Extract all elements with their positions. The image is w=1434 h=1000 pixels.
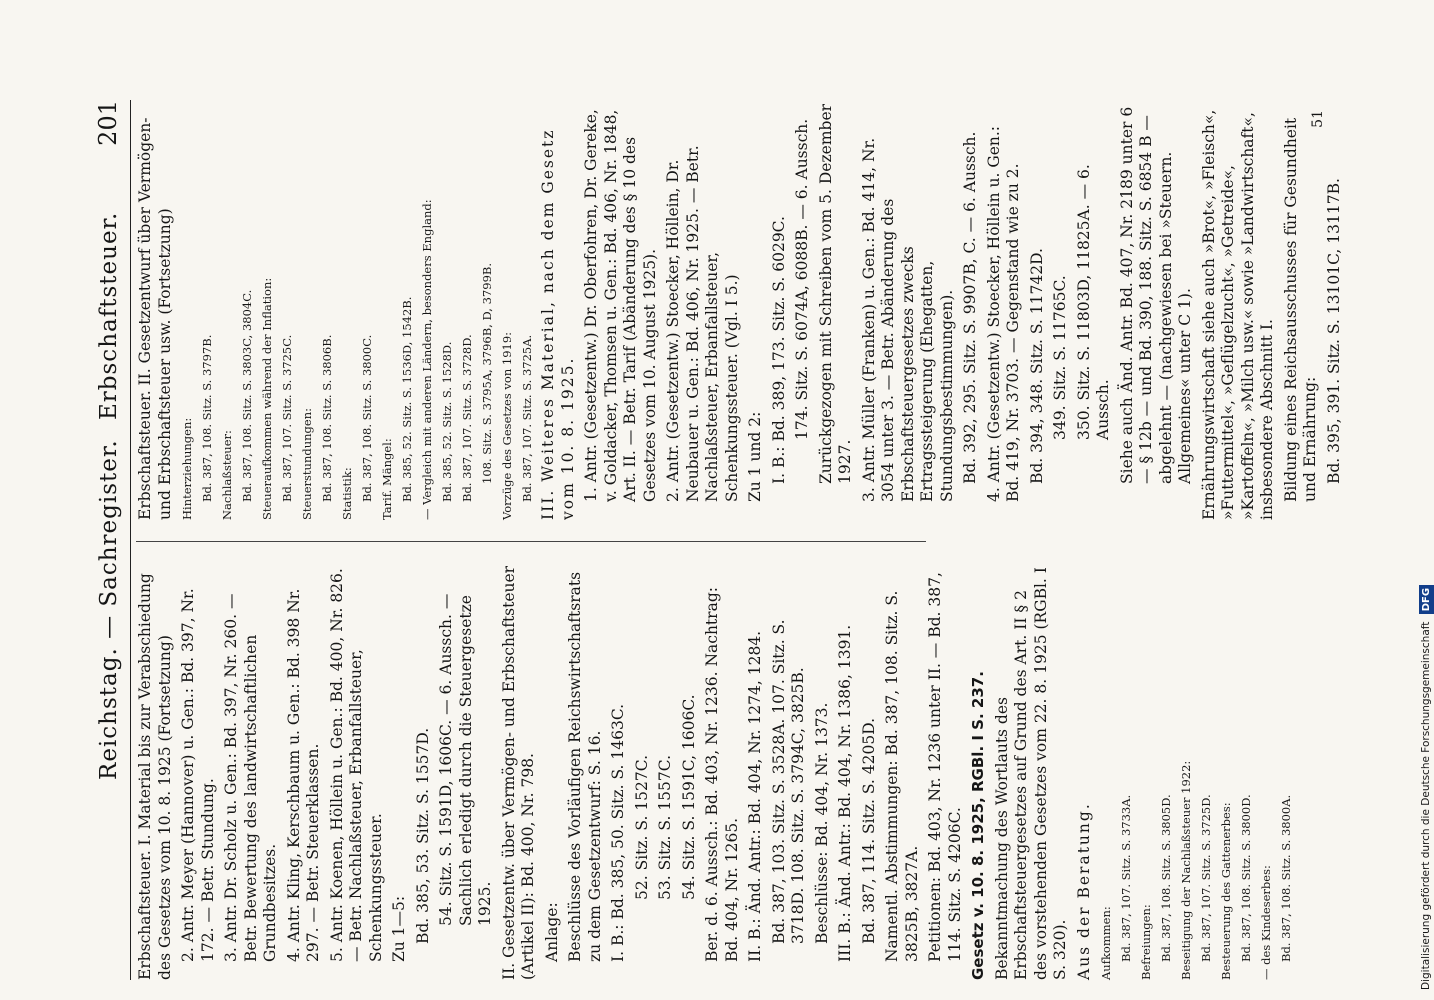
index-entry: I. B.: Bd. 385, 50. Sitz. S. 1463C.: [609, 703, 627, 962]
header-right: Erbschaftsteuer.: [96, 211, 122, 420]
digitization-text: Digitalisierung gefördert durch die Deutsche Forschungsgemeinschaft: [1420, 621, 1432, 990]
index-entry: Bd. 385, 52. Sitz. S. 1536D, 1542B.: [400, 296, 414, 502]
index-entry: Steuerstundungen:: [300, 408, 314, 520]
index-entry: Besteuerung des Gattenerbes:: [1219, 802, 1233, 980]
index-entry: Bd. 387, 114. Sitz. S. 4205D.: [859, 717, 878, 944]
running-head: [90, 100, 131, 980]
index-entry: Bd. 385, 52. Sitz. S. 1528D.: [440, 341, 454, 502]
index-entry: Bd. 387, 107. Sitz. S. 3733A.: [1119, 794, 1133, 962]
index-entry: I. B.: Bd. 389, 173. Sitz. S. 6029C.: [769, 216, 788, 484]
index-entry: Bd. 387, 108. Sitz. S. 3797B.: [200, 334, 214, 502]
index-entry: 350. Sitz. S. 11803D, 11825A. — 6. Aussch.: [1074, 164, 1112, 440]
index-entry: Zurückgezogen mit Schreiben vom 5. Dezember 1927.: [816, 103, 854, 484]
index-entry: Bd. 387, 108. Sitz. S. 3803C, 3804C.: [240, 289, 254, 502]
index-entry: Aufkommen:: [1099, 906, 1113, 980]
index-entry: Bekanntmachung des Wortlauts des Erbschaftsteuergesetzes auf Grund des Art. II § 2 des vorstehenden Gesetzes vom 22. 8. 1925 (RGBl. I S. 320).: [992, 567, 1069, 980]
column-divider: [136, 541, 926, 542]
index-entry: Vorzüge des Gesetzes von 1919:: [500, 331, 514, 520]
index-entry: Namentl. Abstimmungen: Bd. 387, 108. Sitz. S. 3825B, 3827A.: [883, 590, 921, 962]
signature-mark: 51: [1310, 110, 1326, 128]
index-entry: — des Kindeserbes:: [1259, 865, 1273, 980]
index-entry: Bd. 387, 103. Sitz. S. 3528A. 107. Sitz. S. 3718D. 108. Sitz. S. 3794C, 3825B.: [769, 619, 807, 944]
index-entry: Ernährungswirtschaft siehe auch »Brot«, »Fleisch«, »Futtermittel«, »Geflügelzucht«, »Getreide«, »Kartoffeln«, »Milch usw.« sowie »Landwirtschaft«, insbesondere Abschnitt I.: [1199, 109, 1276, 520]
index-entry: Tarif. Mängel:: [380, 438, 394, 520]
index-entry: Bd. 387, 108. Sitz. S. 3800A.: [1279, 794, 1293, 962]
index-entry: 174. Sitz. S. 6074A, 6088B. — 6. Aussch.: [793, 118, 811, 440]
index-entry: — Vergleich mit anderen Ländern, besonders England:: [420, 199, 434, 520]
header-left: Reichstag. — Sachregister.: [96, 439, 122, 780]
index-entry: 53. Sitz. S. 1557C.: [656, 754, 674, 900]
index-entry: Hinterziehungen:: [180, 417, 194, 520]
index-entry: Bd. 387, 107. Sitz. S. 3725A.: [520, 334, 534, 502]
column-left: [136, 560, 1298, 980]
index-entry: Zu 1—5:: [390, 895, 408, 962]
index-entry: Befreiungen:: [1139, 904, 1153, 980]
index-entry: 54. Sitz. S. 1591C, 1606C.: [679, 694, 698, 900]
index-entry: 349. Sitz. S. 11765C.: [1051, 275, 1069, 440]
index-entry: Bd. 394, 348. Sitz. S. 11742D.: [1027, 248, 1046, 484]
index-entry: Erbschaftsteuer. I. Material bis zur Verabschiedung des Gesetzes vom 10. 8. 1925 (Fortsetzung): [136, 573, 174, 980]
index-entry: Bd. 395, 391. Sitz. S. 13101C, 13117B.: [1324, 178, 1343, 484]
index-entry: Petitionen: Bd. 403, Nr. 1236 unter II. — Bd. 387, 114. Sitz. S. 4206C.: [926, 572, 964, 962]
index-entry: Bd. 387, 107. Sitz. S. 3725C.: [280, 334, 294, 502]
index-entry: Bd. 387, 108. Sitz. S. 3800C.: [360, 334, 374, 502]
index-entry: II. Gesetzentw. über Vermögen- und Erbschaftsteuer (Artikel II): Bd. 400, Nr. 798.: [499, 565, 537, 980]
index-entry: 4. Antr. (Gesetzentw.) Stoecker, Höllein u. Gen.: Bd. 419, Nr. 3703. — Gegenstand wie zu 2.: [984, 125, 1022, 502]
index-entry: 108. Sitz. S. 3795A, 3796B, D, 3799B.: [480, 263, 494, 484]
index-entry: Bildung eines Reichsausschusses für Gesundheit und Ernährung:: [1281, 117, 1319, 502]
page-number: 201: [94, 100, 122, 146]
index-entry: 1. Antr. (Gesetzentw.) Dr. Oberfohren, Dr. Gereke, v. Goldacker, Thomsen u. Gen.: Bd. 406, Nr. 1848, Art. II. — Betr. Tarif (Abänderung des § 10 des Gesetzes vom 10. August 1925).: [582, 109, 659, 502]
index-entry: Gesetz v. 10. 8. 1925, RGBl. I S. 237.: [969, 671, 987, 980]
index-entry: Zu 1 und 2:: [746, 411, 764, 502]
index-entry: Steueraufkommen während der Inflation:: [260, 277, 274, 520]
index-entry: Anlage:: [542, 902, 561, 962]
index-entry: III. B.: Änd. Antr.: Bd. 404, Nr. 1386, 1391.: [836, 624, 854, 962]
index-entry: Bd. 387, 108. Sitz. S. 3800D.: [1239, 794, 1253, 962]
index-entry: Aus der Beratung.: [1074, 802, 1093, 980]
index-entry: Siehe auch Änd. Antr. Bd. 407, Nr. 2189 unter 6 — § 12b — und Bd. 390, 188. Sitz. S. 6854 B — abgelehnt — (nachgewiesen bei »Steuern. Allgemeines« unter C 1).: [1117, 106, 1194, 484]
index-entry: Ber. d. 6. Aussch.: Bd. 403, Nr. 1236. Nachtrag: Bd. 404, Nr. 1265.: [703, 587, 741, 962]
index-entry: Bd. 387, 108. Sitz. S. 3806B.: [320, 334, 334, 502]
dfg-logo: DFG: [1419, 585, 1434, 614]
index-entry: 5. Antr. Koenen, Höllein u. Gen.: Bd. 400, Nr. 826. — Betr. Nachlaßsteuer, Erbanfallsteuer, Schenkungssteuer.: [327, 568, 385, 962]
index-entry: 52. Sitz. S. 1527C.: [632, 754, 651, 900]
index-entry: Bd. 387, 107. Sitz. S. 3728D.: [460, 334, 474, 502]
index-entry: Bd. 385, 53. Sitz. S. 1557D.: [413, 727, 432, 944]
index-entry: Beseitigung der Nachlaßsteuer 1922:: [1179, 760, 1193, 980]
index-entry: Beschlüsse: Bd. 404, Nr. 1373.: [812, 702, 831, 944]
index-entry: Bd. 387, 107. Sitz. S. 3725D.: [1199, 794, 1213, 962]
column-right: [136, 100, 1348, 520]
index-entry: III. Weiteres Material, nach dem Gesetz vom 10. 8. 1925.: [539, 128, 577, 520]
index-entry: II. B.: Änd. Antr.: Bd. 404, Nr. 1274, 1284.: [746, 630, 764, 962]
index-entry: 3. Antr. Müller (Franken) u. Gen.: Bd. 414, Nr. 3054 unter 3. — Betr. Abänderung des Erbschaftsteuergesetzes zwecks Ertragssteigerung (Ehegatten, Stundungsbestimmungen).: [859, 137, 956, 502]
index-entry: 4. Antr. Kling, Kerschbaum u. Gen.: Bd. 398 Nr. 297. — Betr. Steuerklassen.: [284, 588, 322, 962]
index-entry: Statistik:: [340, 467, 354, 520]
index-entry: Beschlüsse des Vorläufigen Reichswirtschaftsrats zu dem Gesetzentwurf: S. 16.: [566, 571, 604, 962]
index-entry: Erbschaftsteuer. II. Gesetzentwurf über Vermögen- und Erbschaftsteuer usw. (Fortsetzung): [136, 117, 174, 520]
index-entry: 2. Antr. Meyer (Hannover) u. Gen.: Bd. 397, Nr. 172. — Betr. Stundung.: [179, 588, 217, 962]
index-entry: 3. Antr. Dr. Scholz u. Gen.: Bd. 397, Nr. 260. — Betr. Bewertung des landwirtschaftlichen Grundbesitzes.: [222, 593, 279, 962]
digitization-note: [1418, 0, 1434, 990]
index-entry: 54. Sitz. S. 1591D, 1606C. — 6. Aussch. — Sachlich erledigt durch die Steuergesetze 1925.: [437, 593, 494, 926]
index-entry: Nachlaßsteuer:: [220, 430, 234, 520]
index-entry: 2. Antr. (Gesetzentw.) Stoecker, Höllein, Dr. Neubauer u. Gen.: Bd. 406, Nr. 1925. — Betr. Nachlaßsteuer, Erbanfallsteuer, Schenkungssteuer. (Vgl. I 5.): [664, 145, 741, 502]
index-entry: Bd. 387, 108. Sitz. S. 3805D.: [1159, 794, 1173, 962]
page-content: [90, 100, 1343, 980]
index-entry: Bd. 392, 295. Sitz. S. 9907B, C. — 6. Aussch.: [961, 131, 979, 484]
